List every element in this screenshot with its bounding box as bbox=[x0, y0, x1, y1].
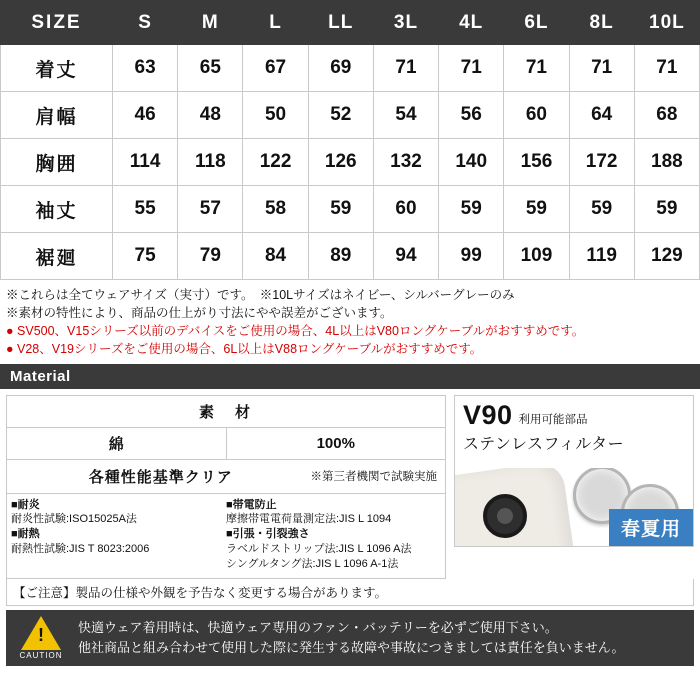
fan-unit-image bbox=[483, 494, 527, 538]
size-cell: 119 bbox=[569, 233, 634, 280]
size-cell: 59 bbox=[439, 186, 504, 233]
size-cell: 129 bbox=[634, 233, 699, 280]
size-cell: 67 bbox=[243, 45, 308, 92]
size-column-header: L bbox=[243, 1, 308, 45]
accessory-photo-header bbox=[455, 396, 693, 429]
size-cell: 126 bbox=[308, 139, 373, 186]
size-table-header-row bbox=[1, 1, 700, 45]
size-cell: 54 bbox=[373, 92, 438, 139]
size-cell: 188 bbox=[634, 139, 699, 186]
size-cell: 65 bbox=[178, 45, 243, 92]
size-cell: 59 bbox=[504, 186, 569, 233]
spec-line: ■帯電防止 bbox=[226, 498, 277, 511]
spec-line: 耐炎性試験:ISO15025A法 bbox=[11, 513, 137, 526]
spec-change-notice: 【ご注意】製品の仕様や外観を予告なく変更する場合があります。 bbox=[6, 579, 694, 606]
note-line-cable-2: ● V28、V19シリーズをご使用の場合、6L以上はV88ロングケーブルがおすすめです。 bbox=[6, 342, 483, 357]
caution-text bbox=[78, 618, 625, 657]
size-cell: 68 bbox=[634, 92, 699, 139]
caution-text-line: 他社商品と組み合わせて使用した際に発生する故障や事故につきましては責任を負いません。 bbox=[78, 639, 625, 655]
material-area bbox=[0, 389, 700, 579]
note-line-cable-1: ● SV500、V15シリーズ以前のデバイスをご使用の場合、4L以上はV80ロングケーブルがおすすめです。 bbox=[6, 324, 585, 339]
size-cell: 63 bbox=[113, 45, 178, 92]
size-cell: 71 bbox=[634, 45, 699, 92]
caution-bar bbox=[6, 610, 694, 666]
row-label: 胸囲 bbox=[1, 139, 113, 186]
size-cell: 118 bbox=[178, 139, 243, 186]
table-row bbox=[1, 139, 700, 186]
size-cell: 172 bbox=[569, 139, 634, 186]
size-cell: 109 bbox=[504, 233, 569, 280]
size-cell: 89 bbox=[308, 233, 373, 280]
spec-line: 摩擦帯電電荷量測定法:JIS L 1094 bbox=[226, 513, 392, 526]
size-column-header: 6L bbox=[504, 1, 569, 45]
material-right-column bbox=[454, 395, 694, 579]
size-cell: 71 bbox=[504, 45, 569, 92]
size-column-header: 10L bbox=[634, 1, 699, 45]
note-line: ※これらは全てウェアサイズ（実寸）です。 ※10Lサイズはネイビー、シルバーグレーのみ bbox=[6, 288, 515, 302]
material-section-title: Material bbox=[0, 364, 700, 389]
season-badge: 春夏用 bbox=[609, 509, 693, 546]
fabric-ratio: 100% bbox=[226, 427, 446, 459]
table-row bbox=[7, 395, 446, 427]
table-row bbox=[1, 233, 700, 280]
caution-sign-label: CAUTION bbox=[19, 650, 63, 660]
size-cell: 71 bbox=[439, 45, 504, 92]
size-cell: 55 bbox=[113, 186, 178, 233]
size-cell: 71 bbox=[569, 45, 634, 92]
row-label: 肩幅 bbox=[1, 92, 113, 139]
row-label: 袖丈 bbox=[1, 186, 113, 233]
size-table-corner-label: SIZE bbox=[1, 1, 113, 45]
spec-line: ■耐熱 bbox=[11, 528, 40, 541]
table-row bbox=[1, 186, 700, 233]
spec-line: 耐熱性試験:JIS T 8023:2006 bbox=[11, 543, 150, 556]
performance-note: ※第三者機関で試験実施 bbox=[310, 471, 437, 483]
size-cell: 57 bbox=[178, 186, 243, 233]
size-cell: 140 bbox=[439, 139, 504, 186]
row-label: 裾廻 bbox=[1, 233, 113, 280]
size-cell: 122 bbox=[243, 139, 308, 186]
performance-title: 各種性能基準クリア bbox=[88, 468, 233, 486]
table-row bbox=[7, 427, 446, 459]
spec-line: ■耐炎 bbox=[11, 498, 40, 511]
material-left-column bbox=[6, 395, 446, 579]
size-notes bbox=[0, 280, 700, 361]
spec-line: ラベルドストリップ法:JIS L 1096 A法 bbox=[226, 543, 412, 556]
note-line: ※素材の特性により、商品の仕上がり寸法にやや誤差がございます。 bbox=[6, 306, 393, 321]
material-header: 素 材 bbox=[7, 395, 446, 427]
size-cell: 84 bbox=[243, 233, 308, 280]
size-cell: 79 bbox=[178, 233, 243, 280]
size-cell: 52 bbox=[308, 92, 373, 139]
caution-text-line: 快適ウェア着用時は、快適ウェア専用のファン・バッテリーを必ずご使用下さい。 bbox=[78, 620, 558, 636]
size-column-header: 8L bbox=[569, 1, 634, 45]
warning-triangle-icon bbox=[21, 616, 61, 650]
size-cell: 75 bbox=[113, 233, 178, 280]
size-column-header: LL bbox=[308, 1, 373, 45]
row-label: 着丈 bbox=[1, 45, 113, 92]
device-model-label: V90 bbox=[463, 399, 513, 430]
table-row bbox=[1, 92, 700, 139]
caution-sign bbox=[14, 616, 68, 660]
size-column-header: 4L bbox=[439, 1, 504, 45]
size-cell: 156 bbox=[504, 139, 569, 186]
size-cell: 69 bbox=[308, 45, 373, 92]
fabric-name: 綿 bbox=[7, 427, 227, 459]
size-cell: 48 bbox=[178, 92, 243, 139]
size-cell: 58 bbox=[243, 186, 308, 233]
device-model-sublabel: 利用可能部品 bbox=[518, 413, 588, 426]
size-cell: 71 bbox=[373, 45, 438, 92]
size-cell: 99 bbox=[439, 233, 504, 280]
table-row bbox=[1, 45, 700, 92]
size-column-header: M bbox=[178, 1, 243, 45]
size-cell: 59 bbox=[308, 186, 373, 233]
size-cell: 50 bbox=[243, 92, 308, 139]
size-cell: 64 bbox=[569, 92, 634, 139]
accessory-photo-box bbox=[454, 395, 694, 547]
size-cell: 60 bbox=[373, 186, 438, 233]
size-cell: 59 bbox=[569, 186, 634, 233]
performance-box bbox=[6, 460, 446, 494]
size-table-head bbox=[1, 1, 700, 45]
size-cell: 94 bbox=[373, 233, 438, 280]
accessory-part-name: ステンレスフィルター bbox=[463, 435, 625, 453]
size-cell: 46 bbox=[113, 92, 178, 139]
size-table-body bbox=[1, 45, 700, 280]
size-column-header: 3L bbox=[373, 1, 438, 45]
size-column-header: S bbox=[113, 1, 178, 45]
size-table bbox=[0, 0, 700, 280]
size-cell: 59 bbox=[634, 186, 699, 233]
spec-box bbox=[6, 494, 446, 579]
size-cell: 56 bbox=[439, 92, 504, 139]
size-cell: 132 bbox=[373, 139, 438, 186]
material-table bbox=[6, 395, 446, 460]
size-cell: 60 bbox=[504, 92, 569, 139]
spec-line: シングルタング法:JIS L 1096 A-1法 bbox=[226, 557, 399, 570]
spec-line: ■引張・引裂強さ bbox=[226, 528, 310, 541]
spec-column-left bbox=[11, 498, 226, 572]
spec-column-right bbox=[226, 498, 441, 572]
size-cell: 114 bbox=[113, 139, 178, 186]
